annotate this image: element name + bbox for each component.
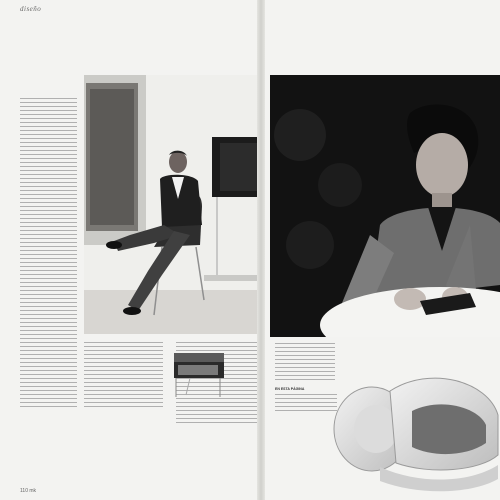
seated-man-illustration	[84, 75, 258, 334]
body-text-column-2	[84, 342, 163, 408]
page-folio: 110 mk	[20, 488, 37, 494]
ring-sofa-product-image	[320, 345, 500, 495]
side-table-product-image	[168, 347, 236, 399]
running-head: diseño	[20, 5, 42, 13]
caption-heading: EN ESTA PÁGINA	[275, 387, 305, 391]
body-text-column-1	[20, 98, 77, 408]
center-gutter	[257, 0, 265, 500]
portrait-photo-designer	[270, 75, 500, 337]
portrait-photo-seated	[84, 75, 258, 334]
designer-portrait-illustration	[270, 75, 500, 337]
